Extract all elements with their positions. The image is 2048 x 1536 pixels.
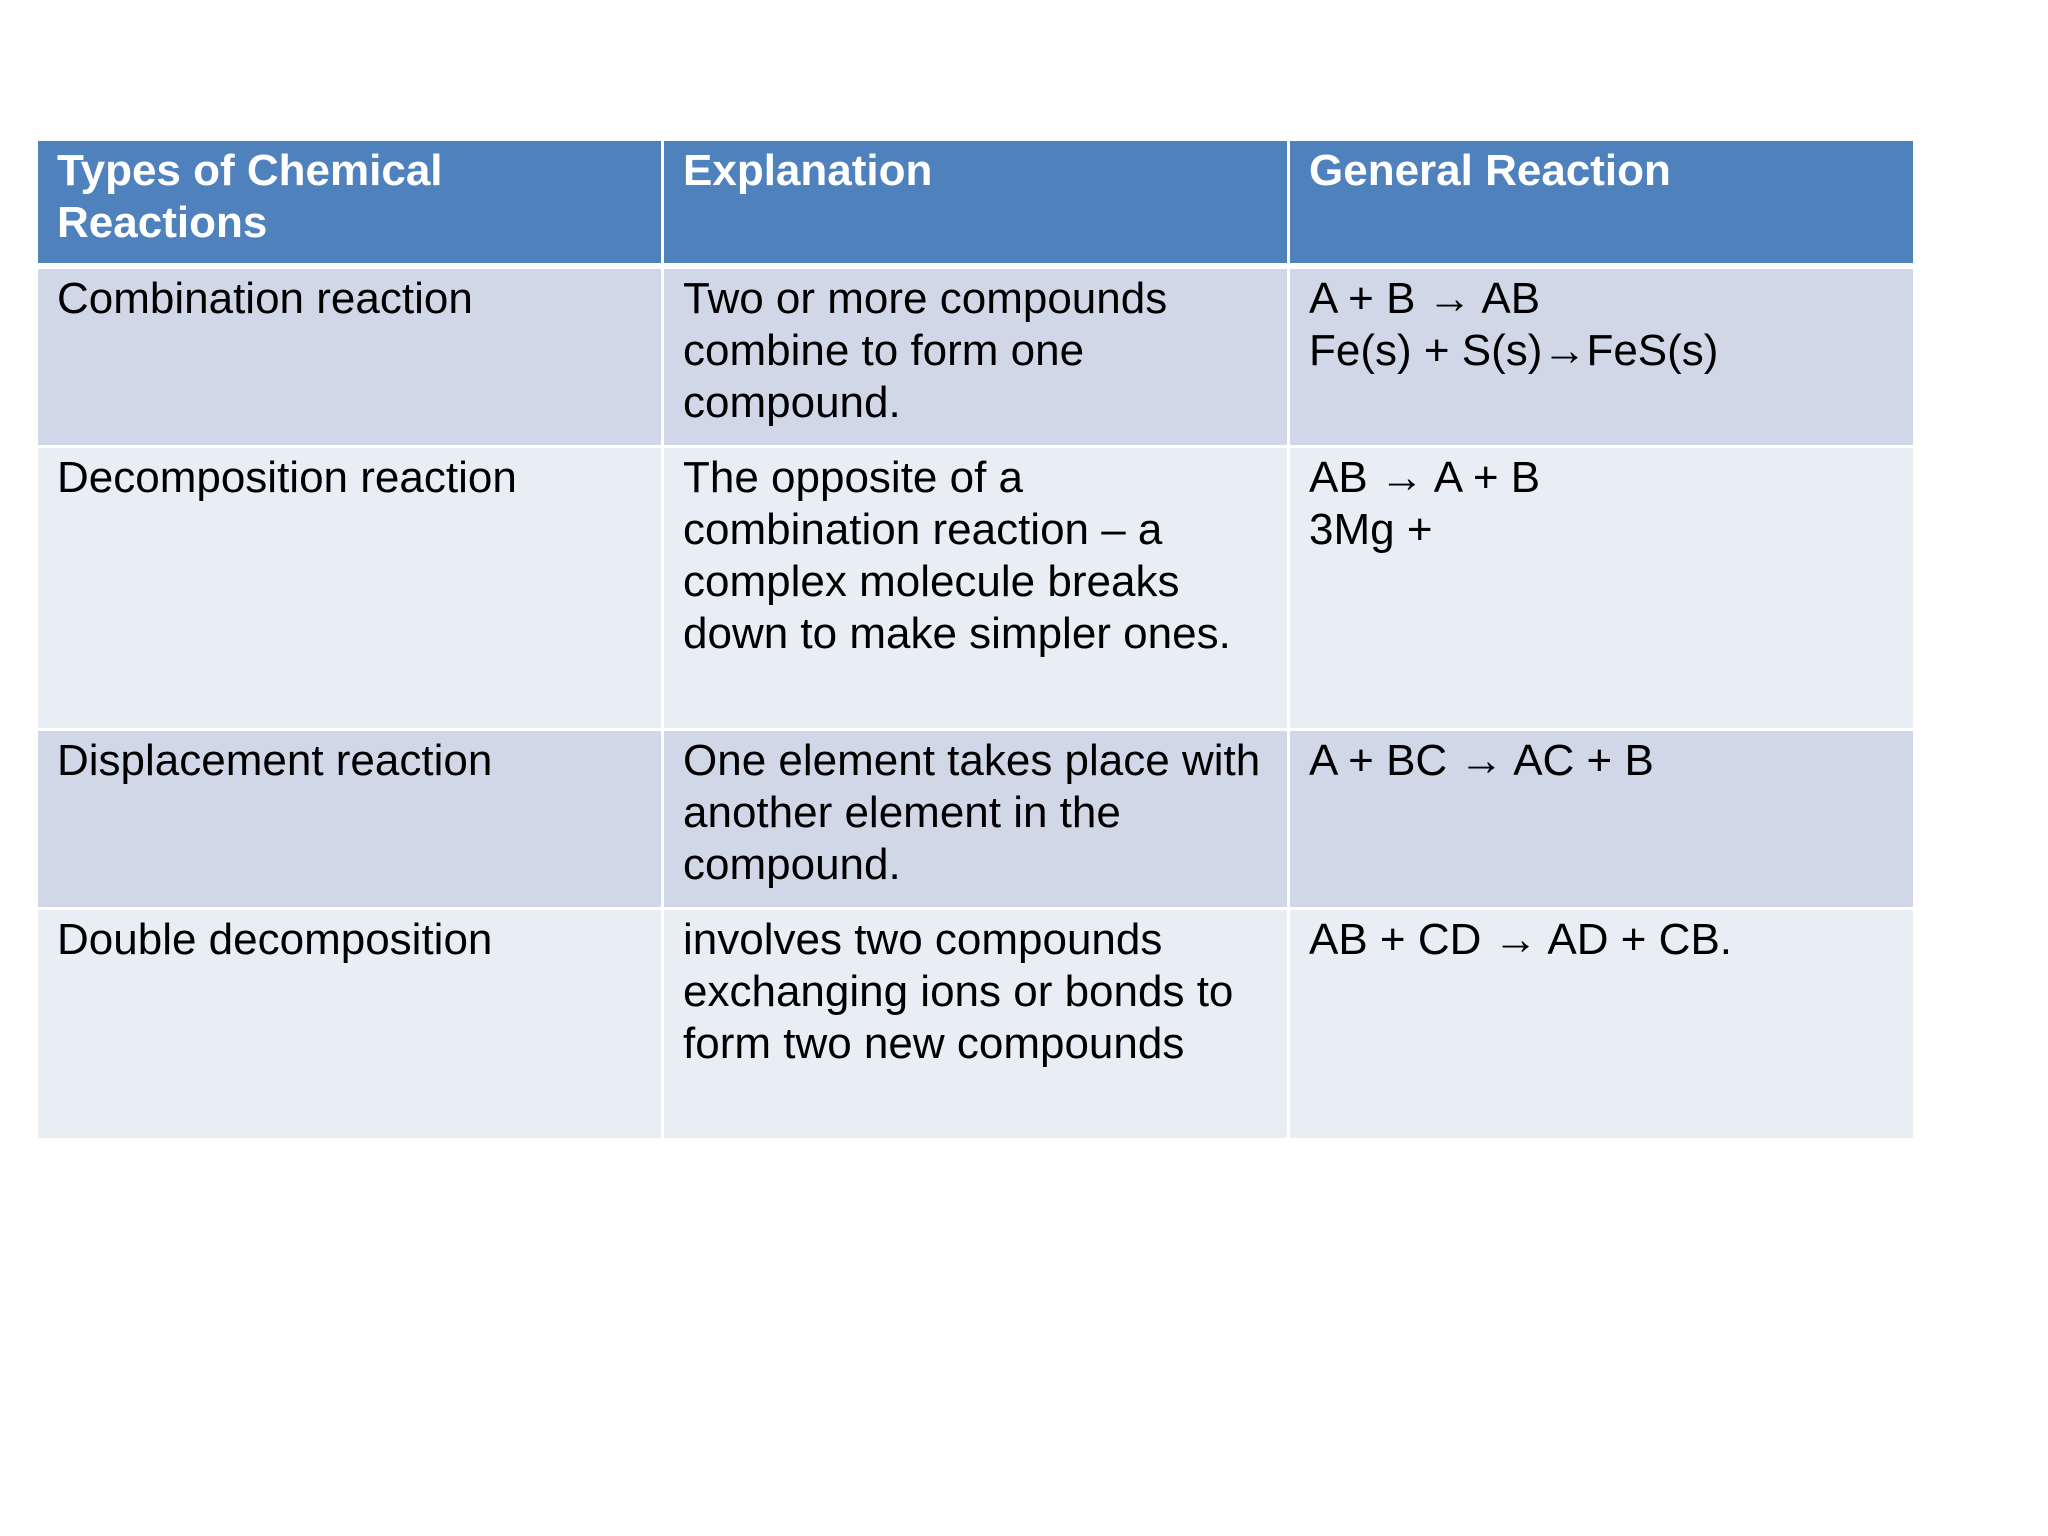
reaction-type-cell: Decomposition reaction: [37, 447, 663, 730]
reaction-type-cell: Combination reaction: [37, 266, 663, 447]
reaction-line: AB → A + B: [1309, 453, 1541, 502]
explanation-cell: The opposite of a combination reaction – a complex molecule breaks down to make simpler ones.: [663, 447, 1289, 730]
general-reaction-cell: [1289, 730, 1915, 909]
explanation-cell: Two or more compounds combine to form one compound.: [663, 266, 1289, 447]
table-row: [37, 909, 1915, 1140]
reaction-line: AB + CD → AD + CB.: [1309, 915, 1733, 964]
general-reaction-cell: [1289, 447, 1915, 730]
table-row: [37, 266, 1915, 447]
header-types: Types of Chemical Reactions: [37, 140, 663, 267]
header-explanation: Explanation: [663, 140, 1289, 267]
header-general-reaction: General Reaction: [1289, 140, 1915, 267]
reaction-line: A + BC → AC + B: [1309, 736, 1654, 785]
header-row: [37, 140, 1915, 267]
reaction-line: A + B → AB: [1309, 274, 1541, 323]
reaction-line: 3Mg +: [1309, 505, 1433, 554]
general-reaction-cell: [1289, 266, 1915, 447]
general-reaction-cell: [1289, 909, 1915, 1140]
explanation-cell: involves two compounds exchanging ions or bonds to form two new compounds: [663, 909, 1289, 1140]
table-row: [37, 730, 1915, 909]
reaction-type-cell: Double decomposition: [37, 909, 663, 1140]
table-row: [37, 447, 1915, 730]
explanation-cell: One element takes place with another element in the compound.: [663, 730, 1289, 909]
reaction-type-cell: Displacement reaction: [37, 730, 663, 909]
reactions-table: [35, 138, 1916, 1141]
reaction-line: Fe(s) + S(s)→FeS(s): [1309, 326, 1719, 375]
